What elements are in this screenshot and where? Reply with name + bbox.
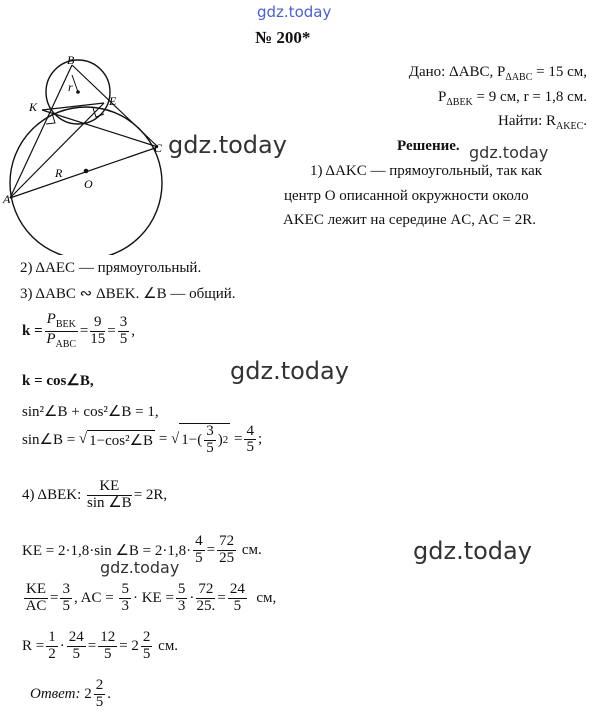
sin-b: sin∠B = √ 1−cos²∠B = √ 1− ( $\frac{3}{5}$ ) 2 = $\frac{4}{5}$ ; (22, 422, 263, 456)
identity: sin²∠B + cos²∠B = 1, (22, 404, 159, 420)
find-line: Найти: $R_{AKEC}$. (497, 113, 587, 132)
ke-ac-ratio: $\frac{KE}{AC}$ = $\frac{3}{5}$ , AC = $\frac{5}{3}$ · KE = $\frac{5}{3}$ · $\frac{72}{25.}$ = $\frac{24}{5}$ см, (25, 581, 277, 614)
label-A: A (3, 192, 11, 206)
step1-line3: AKEC лежит на середине AC, AC = 2R. (283, 212, 536, 228)
label-r: r (68, 80, 73, 94)
given-line-1: Дано: ΔABC, $P_{\Delta ABC} = 15$ см, (408, 64, 587, 83)
given-line-2: $P_{\Delta BEK} = 9$ см, r = 1,8 см. (438, 89, 587, 108)
r-calc: R = $\frac{1}{2}$ · $\frac{24}{5}$ = $\frac{12}{5}$ = 2 $\frac{2}{5}$ см. (22, 629, 179, 662)
watermark-2: gdz.today (469, 143, 549, 162)
ke-calc: KE = 2·1,8·sin ∠B = 2·1,8· $\frac{4}{5}$ = $\frac{72}{25}$ см. (22, 533, 262, 566)
point-small-center (76, 90, 80, 94)
problem-number: № 200* (255, 28, 311, 47)
point-O (84, 169, 89, 174)
solution-heading: Решение. (397, 138, 460, 154)
k-cos: k = cos∠B, (22, 373, 94, 389)
watermark-1: gdz.today (168, 131, 287, 159)
label-C: C (154, 141, 163, 155)
watermark-4: gdz.today (100, 558, 180, 577)
step1-line1: 1) ΔAKC — прямоугольный, так как (310, 163, 543, 179)
segment-AB (10, 65, 72, 198)
geometry-figure (0, 55, 175, 255)
watermark-5: gdz.today (413, 537, 532, 565)
radius-r (72, 75, 78, 92)
step1-line2: центр O описанной окружности около (284, 188, 529, 204)
answer: Ответ: 2 $\frac{2}{5}$ . (30, 677, 111, 710)
label-O: O (84, 177, 93, 191)
segment-KE (42, 103, 104, 110)
step3: 3) ΔABC ∾ ΔBEK. ∠B — общий. (20, 286, 236, 302)
step4: 4) ΔBEK: $\frac{KE}{\sin \angle B}$ = 2R, (22, 478, 168, 511)
label-E: E (109, 94, 117, 108)
watermark-3: gdz.today (230, 357, 349, 385)
label-R: R (55, 166, 63, 180)
label-K: K (29, 100, 38, 114)
label-B: B (67, 55, 75, 67)
step2: 2) ΔAEC — прямоугольный. (20, 260, 202, 276)
watermark-top: gdz.today (257, 3, 332, 21)
k-ratio: k = $\frac{P_{BEK}}{P_{ABC}}$ = $\frac{9}{15}$ = $\frac{3}{5}$ , (22, 311, 135, 350)
